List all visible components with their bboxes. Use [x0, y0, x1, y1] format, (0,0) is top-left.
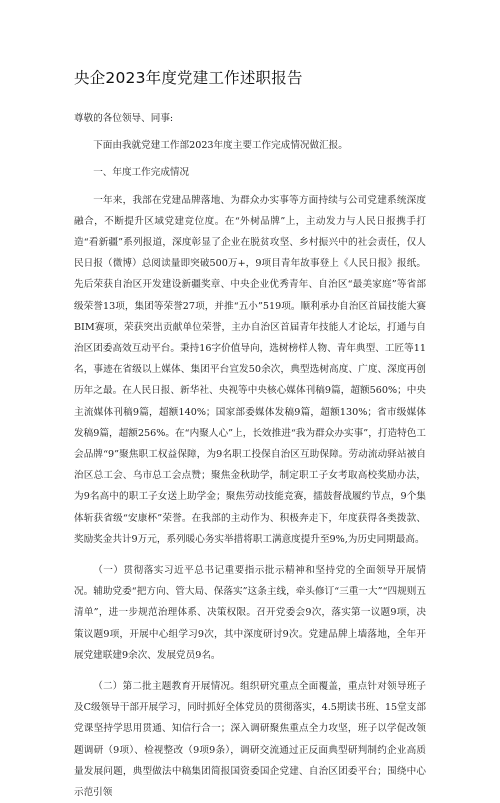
salutation: 尊敬的各位领导、同事:: [74, 113, 174, 124]
intro-paragraph: 下面由我就党建工作部2023年度主要工作完成情况做汇报。: [93, 140, 348, 152]
paragraph-party-leadership: （一）贯彻落实习近平总书记重要指示批示精神和坚持党的全面领导开展情况。辅助党委“把方向、管大局、保落实”这条主线，牵头修订“三重一大”“四规则五清单”，进一步规范治理体系、决策权限。召开党委会9次，落实第一议题9项，决策议题9项，开展中心组学习9次，其中深度研讨9次。党建品牌上墙落地，全年开展党建联建9余次、发展党员9名。: [74, 565, 426, 661]
section-heading: 一、年度工作完成情况: [93, 167, 190, 179]
report-body: [74, 108, 426, 803]
paragraph-theme-education: （二）第二批主题教育开展情况。组织研究重点全面覆盖，重点针对领导班子及C级领导干部开展学习，同时抓好全体党员的贯彻落实，4.5期读书班、15堂支部党课坚持学思用贯通、知信行合一；深入调研聚焦重点全力攻坚，班子以学促改领题调研（9项）、检视整改（9项9条），调研交流通过正反面典型研判制约企业高质量发展问题，典型做法中稿集团简报国资委国企党建、自治区团委平台；围绕中心示范引领: [74, 681, 426, 799]
report-title: 央企2023年度党建工作述职报告: [74, 69, 303, 87]
paragraph-annual-summary: 一年来，我部在党建品牌落地、为群众办实事等方面持续与公司党建系统深度融合，不断提升区域党建竞位度。在“外树品牌”上，主动发力与人民日报携手打造“看新疆”系列报道，深度彰显了企业在脱贫攻坚、乡村振兴中的社会责任，仅人民日报（微博）总阅读量即突破500万+，9项目青年故事登上《人民日报》报纸。先后荣获自治区开发建设新疆奖章、中央企业优秀青年、自治区“最美家庭”等省部级荣誉13项，集团等荣誉27项，并推“五小”519项。顺利承办自治区首届技能大赛BIM赛项，荣获突出贡献单位荣誉，主办自治区首届青年技能人才论坛，打通与自治区团委高效互动平台。秉持16字价值导向，选树榜样人物、青年典型、工匠等11名，事迹在省级以上媒体、集团平台宣发50余次，典型选树高度、广度、深度再创历年之最。在人民日报、新华社、央视等中央核心媒体刊稿9篇，超额560%；中央主流媒体刊稿9篇，超额140%；国家部委媒体发稿9篇，超额130%；省市级媒体发稿9篇，超额256%。在“内聚人心”上，长效推进“我为群众办实事”，打造特色工会品牌“9”聚焦职工权益保障，为9名职工投保自治区互助保障。劳动流动驿站被自治区总工会、乌市总工会点赞；聚焦金秋助学，制定职工子女考取高校奖励办法，为9名高中的职工子女送上助学金；聚焦劳动技能竞赛，擂鼓督战履约节点，9个集体斩获省级“安康杯”荣誉。在我部的主动作为、积极奔走下，年度获得各类拨款、奖励奖金共计9万元，系列暖心务实举措将职工满意度提升至9%,为历史同期最高。: [74, 194, 426, 545]
